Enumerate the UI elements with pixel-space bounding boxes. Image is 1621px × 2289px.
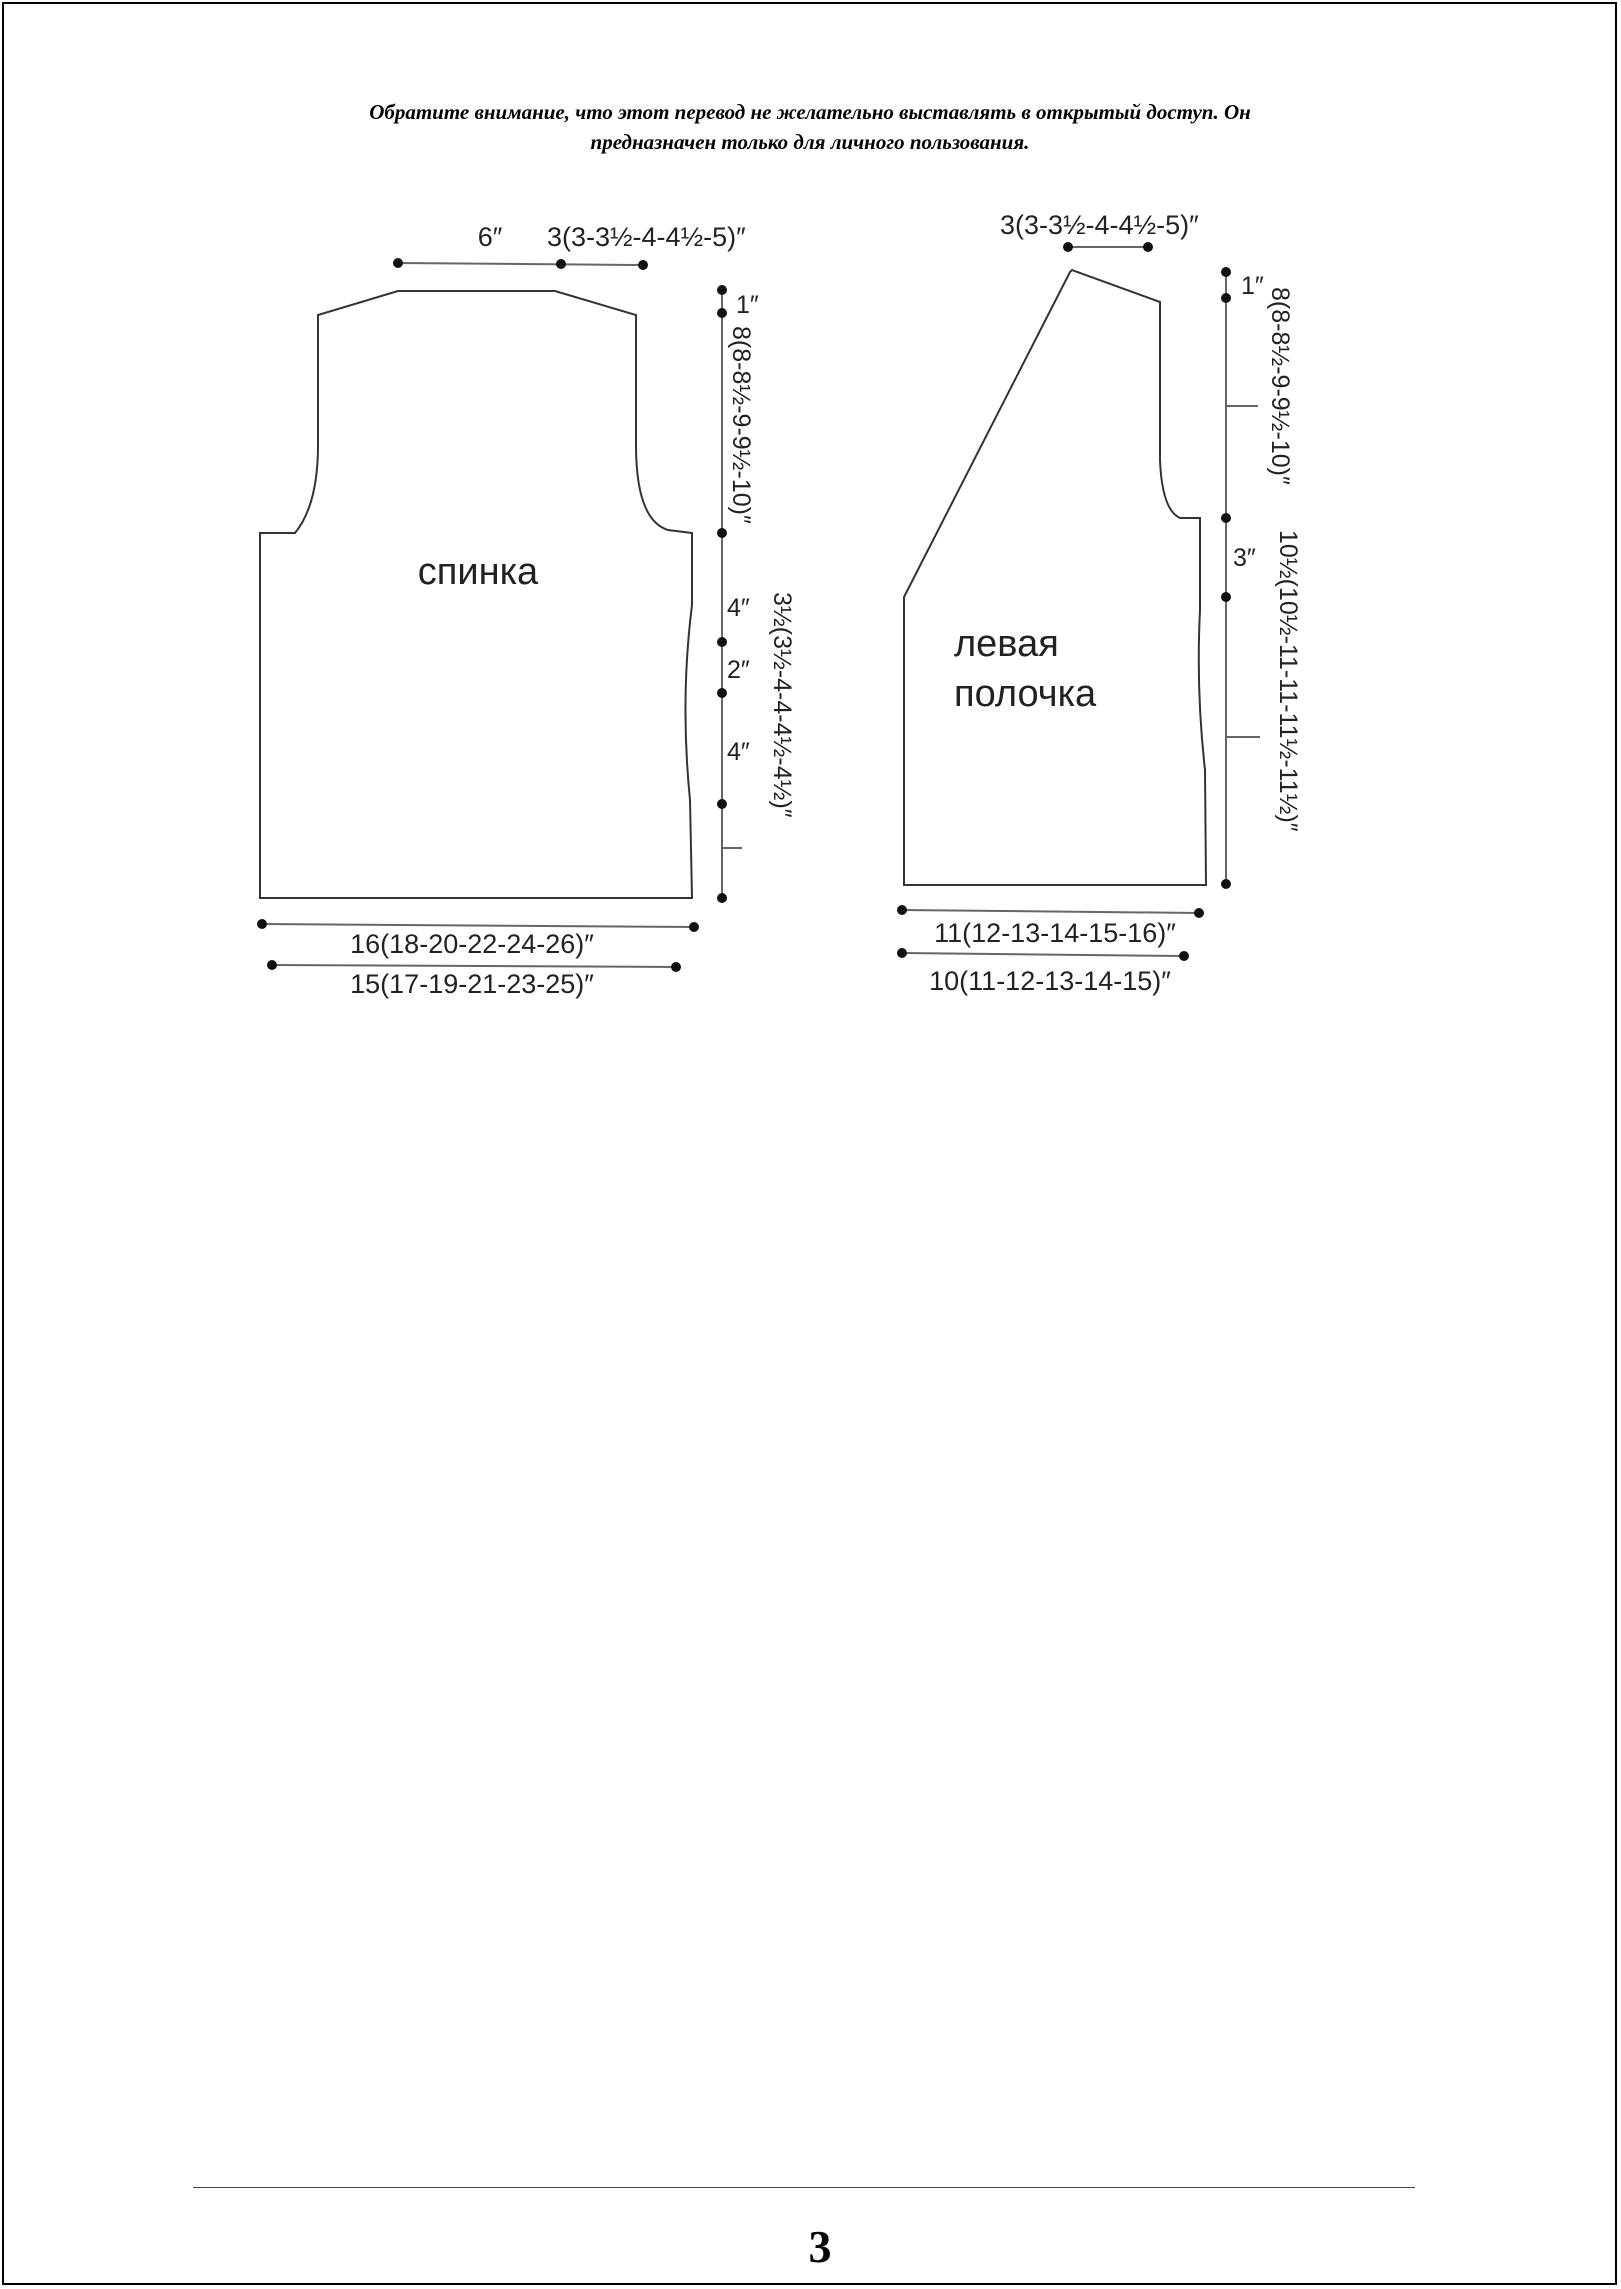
front-hem-measure-line (902, 953, 1184, 956)
front-bust-width-label: 11(12-13-14-15-16)″ (934, 918, 1176, 948)
back-v-dot-2 (717, 308, 727, 318)
front-v-dot-5 (1221, 879, 1231, 889)
front-top-dot-2 (1143, 242, 1153, 252)
left-front-label-line-1: левая (954, 623, 1059, 665)
back-bust-dot-1 (257, 919, 267, 929)
back-shoulder-drop-label: 1″ (736, 291, 759, 319)
front-v-dot-1 (1221, 267, 1231, 277)
notice-line-2: предназначен только для личного пользования. (590, 130, 1030, 154)
front-bust-dot-2 (1194, 908, 1204, 918)
notice-line-1: Обратите внимание, что этот перевод не желательно выставлять в открытый доступ. Он (369, 100, 1251, 124)
back-hem-dot-2 (671, 962, 681, 972)
front-shoulder-drop-label: 1″ (1241, 272, 1264, 300)
front-hem-width-label: 10(11-12-13-14-15)″ (929, 966, 1171, 996)
back-top-dot-2 (556, 259, 566, 269)
back-v-dot-1 (717, 285, 727, 295)
front-bust-dot-1 (897, 905, 907, 915)
front-side-length-label: 10½(10½-11-11-11½-11½)″ (1274, 530, 1302, 832)
footer-rule (193, 2187, 1415, 2188)
left-front-piece (897, 210, 1302, 996)
back-side-middle-label: 2″ (727, 656, 750, 684)
back-side-lower-label: 4″ (727, 738, 750, 766)
back-bust-width-label: 16(18-20-22-24-26)″ (350, 929, 594, 959)
left-front-label-line-2: полочка (954, 673, 1097, 715)
back-piece (257, 222, 796, 999)
front-bust-measure-line (902, 910, 1199, 913)
front-hem-dot-2 (1179, 951, 1189, 961)
front-neck-drop-label: 3″ (1233, 544, 1256, 572)
back-shoulder-width-label: 3(3-3½-4-4½-5)″ (547, 222, 746, 252)
back-bust-measure-line (262, 924, 694, 927)
back-armhole-depth-label: 8(8-8½-9-9½-10)″ (727, 326, 755, 524)
back-v-dot-4 (717, 637, 727, 647)
back-bust-dot-2 (689, 922, 699, 932)
front-armhole-depth-label: 8(8-8½-9-9½-10)″ (1266, 287, 1294, 485)
back-side-total-label: 3½(3½-4-4-4½-4½)″ (768, 592, 796, 818)
front-v-dot-3 (1221, 513, 1231, 523)
back-side-upper-label: 4″ (727, 594, 750, 622)
front-v-dot-4 (1221, 592, 1231, 602)
front-hem-dot-1 (897, 948, 907, 958)
back-hem-width-label: 15(17-19-21-23-25)″ (350, 969, 594, 999)
back-hem-measure-line (272, 965, 676, 967)
left-front-outline (904, 270, 1206, 885)
back-neck-width-label: 6″ (477, 222, 503, 252)
back-v-dot-7 (717, 893, 727, 903)
back-hem-dot-1 (267, 960, 277, 970)
page-number: 3 (808, 2221, 832, 2272)
back-v-dot-5 (717, 688, 727, 698)
back-label: спинка (417, 551, 539, 593)
back-v-dot-3 (717, 528, 727, 538)
knitting-schematic (0, 0, 1621, 1050)
back-v-dot-6 (717, 799, 727, 809)
front-shoulder-width-label: 3(3-3½-4-4½-5)″ (1000, 210, 1199, 240)
back-top-dot-3 (638, 260, 648, 270)
back-top-measure-line (398, 263, 643, 265)
back-top-dot-1 (393, 258, 403, 268)
back-outline (260, 291, 692, 898)
front-v-dot-2 (1221, 293, 1231, 303)
front-top-dot-1 (1063, 242, 1073, 252)
